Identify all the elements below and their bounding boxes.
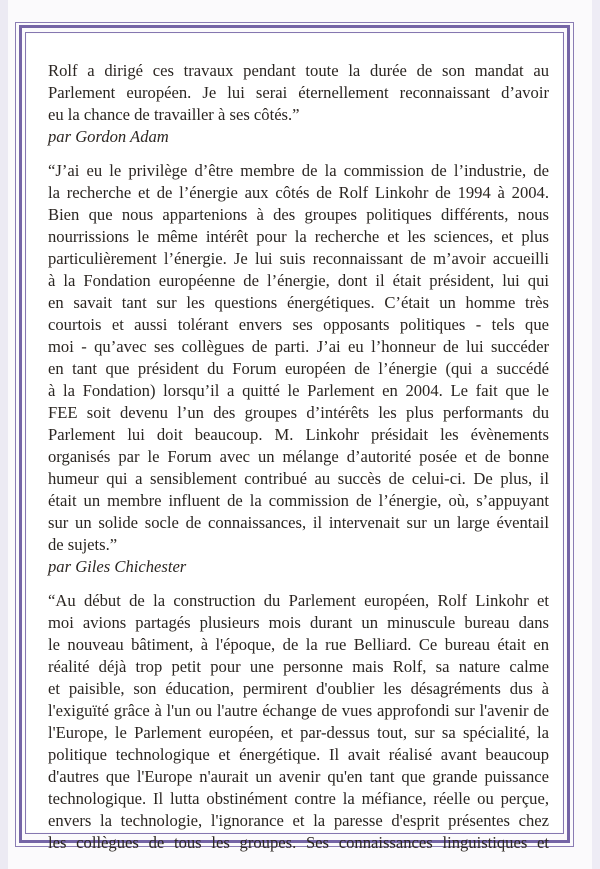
page-edge-right	[592, 0, 600, 869]
text-line: à la Fondation) lorsqu’il a quitté le Parlement en 2004. Le fait que le	[48, 381, 549, 400]
text-line: humeur qui a sensiblement contribué au succès de celui-ci. De plus, il	[48, 469, 549, 488]
text-line: eu la chance de travailler à ses côtés.”	[48, 105, 300, 124]
text-line: les collègues de tous les groupes. Ses connaissances linguistiques et	[48, 833, 549, 852]
text-line: la recherche et de l’énergie aux côtés de Rolf Linkohr de 1994 à 2004.	[48, 183, 549, 202]
text-line: en tant que président du Forum européen de l’énergie (qui a succédé	[48, 359, 549, 378]
text-line: et paisible, son éducation, permirent d'oublier les désagréments dus à	[48, 679, 549, 698]
text-line: réalité déjà trop petit pour une personne mais Rolf, sa nature calme	[48, 657, 549, 676]
page-edge-left	[0, 0, 8, 869]
text-line: FEE soit devenu l’un des groupes d’intérêts les plus performants du	[48, 403, 549, 422]
text-line: était un membre influent de la commission de l’énergie, où, s’appuyant	[48, 491, 549, 510]
text-line: Rolf a dirigé ces travaux pendant toute la durée de son mandat au	[48, 61, 549, 80]
author-attribution: par Gordon Adam	[48, 127, 169, 146]
text-line: courtois et aussi tolérant envers ses opposants politiques - tels que	[48, 315, 549, 334]
text-line: en savait tant sur les questions énergétiques. C’était un homme très	[48, 293, 549, 312]
text-line: de sujets.”	[48, 535, 118, 554]
text-line: d'autres que l'Europe n'aurait un avenir qu'en tant que grande puissance	[48, 767, 549, 786]
text-line: moi - qu’avec ses collègues de parti. J’ai eu l’honneur de lui succéder	[48, 337, 549, 356]
text-line: “J’ai eu le privilège d’être membre de la commission de l’industrie, de	[48, 161, 549, 180]
author-attribution: par Giles Chichester	[48, 557, 187, 576]
document-body	[48, 60, 549, 854]
text-line: particulièrement l’énergie. Je lui suis reconnaissant de m’avoir accueilli	[48, 249, 549, 268]
text-line: à la Fondation européenne de l’énergie, dont il était président, lui qui	[48, 271, 549, 290]
text-line: sur un solide socle de connaissances, il intervenait sur un large éventail	[48, 513, 549, 532]
text-line: moi avions partagés plusieurs mois durant un minuscule bureau dans	[48, 613, 549, 632]
text-line: technologique. Il lutta obstinément contre la méfiance, réelle ou perçue,	[48, 789, 549, 808]
paragraph-3	[48, 590, 549, 854]
paragraph-1	[48, 60, 549, 148]
text-line: Bien que nous appartenions à des groupes politiques différents, nous	[48, 205, 549, 224]
text-line: envers la technologie, l'ignorance et la paresse d'esprit présentes chez	[48, 811, 549, 830]
text-line: l'Europe, le Parlement européen, et par-dessus tout, sur sa spécialité, la	[48, 723, 549, 742]
text-line: “Au début de la construction du Parlement européen, Rolf Linkohr et	[48, 591, 549, 610]
text-line: Parlement européen. Je lui serai éternellement reconnaissant d’avoir	[48, 83, 549, 102]
text-line: politique technologique et énergétique. Il avait réalisé avant beaucoup	[48, 745, 549, 764]
text-line: Parlement lui doit beaucoup. M. Linkohr présidait les évènements	[48, 425, 549, 444]
paragraph-2	[48, 160, 549, 578]
text-line: l'exiguïté grâce à l'un ou l'autre échange de vues approfondi sur l'avenir de	[48, 701, 549, 720]
text-line: le nouveau bâtiment, à l'époque, de la rue Belliard. Ce bureau était en	[48, 635, 549, 654]
text-line: organisés par le Forum avec un mélange d’autorité posée et de bonne	[48, 447, 549, 466]
text-line: nourrissions le même intérêt pour la recherche et les sciences, et plus	[48, 227, 549, 246]
